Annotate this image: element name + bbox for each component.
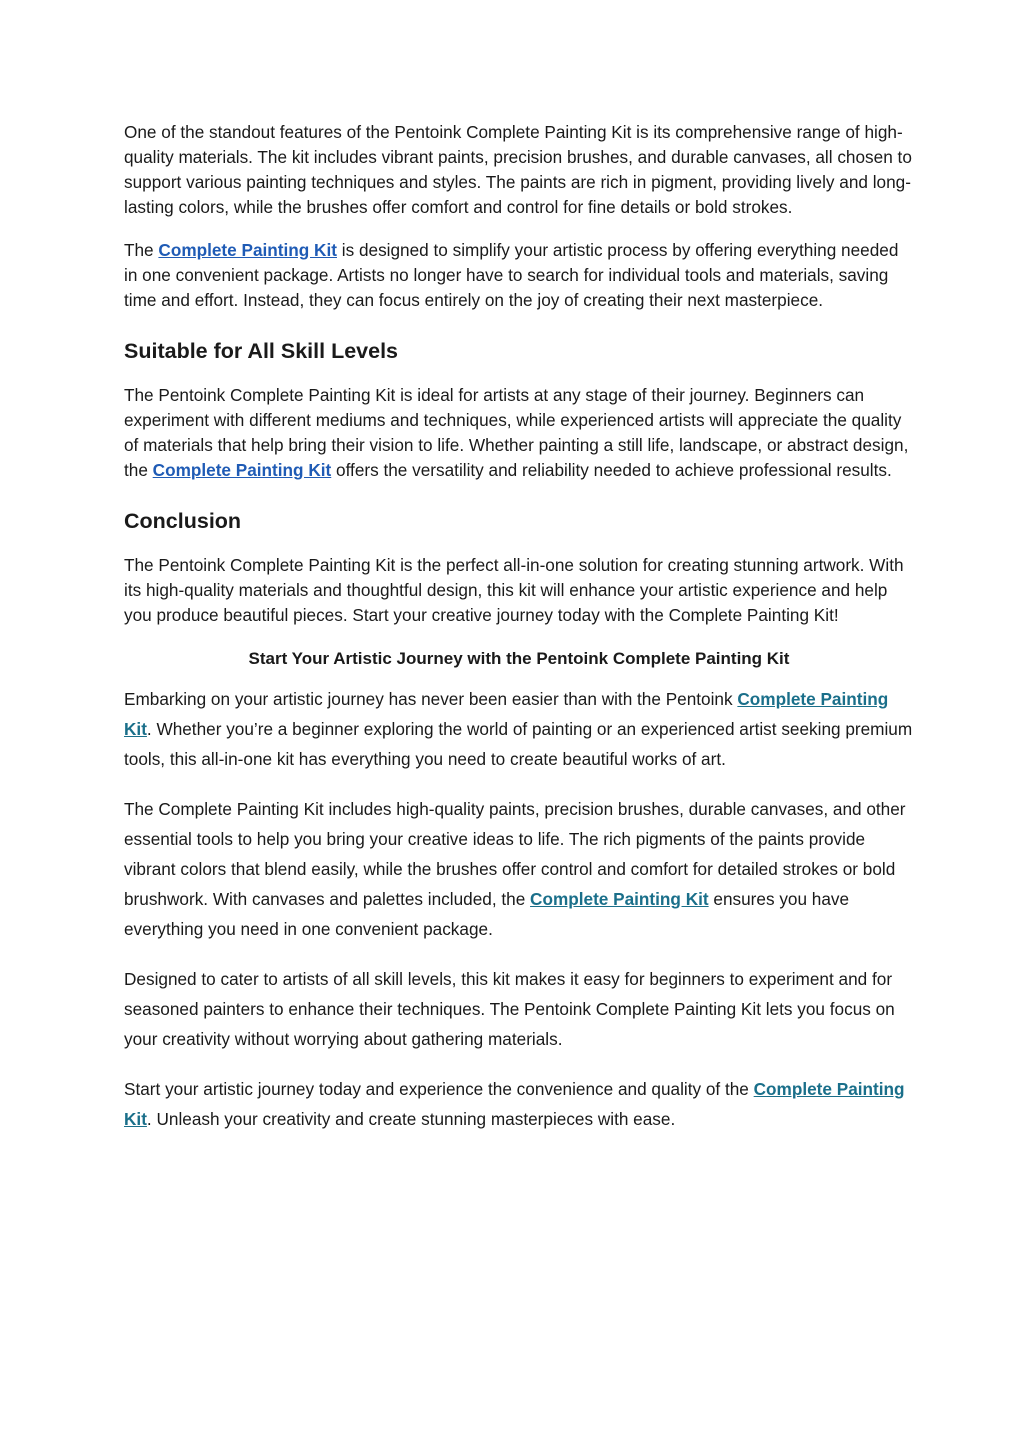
text-segment: is designed to simplify your artistic process by offering everything needed in one convenient package. Artists no longer have to search for individual tools and materials, saving time and effort. Instead, they can focus entirely on the joy of creating their next masterpiece. [124,240,899,310]
paragraph-embarking [124,684,914,774]
text-segment: . Unleash your creativity and create stunning masterpieces with ease. [146,1109,676,1129]
text-segment: Embarking on your artistic journey has never been easier than with the Pentoink [124,689,738,709]
complete-painting-kit-link[interactable]: Complete Painting Kit [124,1079,905,1129]
paragraph-start-journey [124,1074,914,1134]
complete-painting-kit-link[interactable]: Complete Painting Kit [124,689,889,739]
complete-painting-kit-link[interactable]: Complete Painting Kit [530,889,709,909]
text-segment: . Whether you’re a beginner exploring the world of painting or an experienced artist seeking premium tools, this all-in-one kit has everything you need to create beautiful works of art. [124,719,913,769]
paragraph-includes [124,794,914,944]
centered-heading: Start Your Artistic Journey with the Pentoink Complete Painting Kit [248,649,790,668]
text-segment: ensures you have everything you need in one convenient package. [124,889,850,939]
text-segment: offers the versatility and reliability needed to achieve professional results. [331,460,892,480]
text-segment: The Pentoink Complete Painting Kit is ideal for artists at any stage of their journey. Beginners can experiment with different mediums and techniques, while experienced artists will appreciate the quality of materials that help bring their vision to life. Whether painting a still life, landscape, or abstract design, the [124,385,909,480]
heading-conclusion: Conclusion [124,509,242,533]
paragraph-conclusion: The Pentoink Complete Painting Kit is the perfect all-in-one solution for creating stunning artwork. With its high-quality materials and thoughtful design, this kit will enhance your artistic experience and help you produce beautiful pieces. Start your creative journey today with the Complete Painting Kit! [124,555,904,625]
text-segment: Start your artistic journey today and experience the convenience and quality of the [124,1079,754,1099]
paragraph-materials: One of the standout features of the Pentoink Complete Painting Kit is its comprehensive range of high-quality materials. The kit includes vibrant paints, precision brushes, and durable canvases, all chosen to support various painting techniques and styles. The paints are rich in pigment, providing lively and long-lasting colors, while the brushes offer comfort and control for fine details or bold strokes. [124,122,912,217]
paragraph-simplify [124,238,914,313]
heading-skill-levels: Suitable for All Skill Levels [124,339,399,363]
text-segment: The [124,240,159,260]
paragraph-designed: Designed to cater to artists of all skill levels, this kit makes it easy for beginners to experiment and for seasoned painters to enhance their techniques. The Pentoink Complete Painting Kit lets you focus on your creativity without worrying about gathering materials. [124,969,895,1049]
document-page [124,120,914,1134]
paragraph-skill-levels [124,383,914,483]
complete-painting-kit-link[interactable]: Complete Painting Kit [158,240,337,260]
complete-painting-kit-link[interactable]: Complete Painting Kit [152,460,332,480]
text-segment: The Complete Painting Kit includes high-quality paints, precision brushes, durable canvases, and other essential tools to help you bring your creative ideas to life. The rich pigments of the paints provide vibrant colors that blend easily, while the brushes offer control and comfort for detailed strokes or bold brushwork. With canvases and palettes included, the [124,799,906,909]
